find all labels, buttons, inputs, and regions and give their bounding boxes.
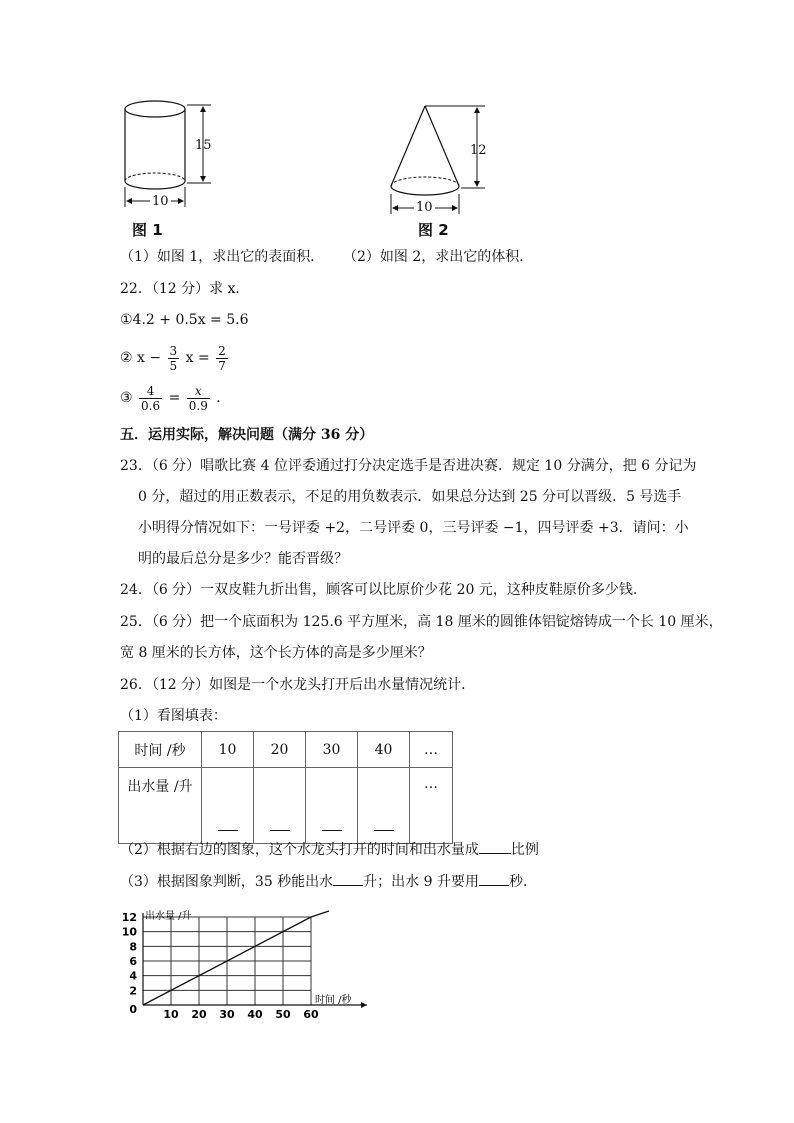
table-cell-ellipsis: … bbox=[410, 732, 453, 768]
eq3-lhs-den: 0.6 bbox=[141, 398, 161, 413]
x-tick-label: 30 bbox=[219, 1008, 235, 1021]
fill-table bbox=[118, 731, 453, 844]
x-tick-label: 10 bbox=[163, 1008, 179, 1021]
y-tick-label: 8 bbox=[129, 940, 137, 954]
q26-sub3 bbox=[120, 872, 537, 892]
cone-height-label: 12 bbox=[470, 143, 487, 158]
q23-line1: 23．（6 分）唱歌比赛 4 位评委通过打分决定选手是否进决赛．规定 10 分满分，把 6 分记为 bbox=[120, 458, 697, 474]
table-cell-10: 10 bbox=[202, 732, 254, 768]
q26-sub2 bbox=[120, 840, 539, 860]
x-axis-arrow bbox=[361, 1002, 367, 1008]
table-answer-blank-3[interactable] bbox=[306, 768, 358, 844]
table-answer-blank-2[interactable] bbox=[254, 768, 306, 844]
q26-title: 26．（12 分）如图是一个水龙头打开后出水量情况统计． bbox=[120, 677, 476, 693]
eq2-rhs-num: 2 bbox=[218, 343, 226, 358]
q26-sub2-text: （2）根据右边的图象，这个水龙头打开的时间和出水量成 bbox=[120, 842, 479, 858]
table-cell-20: 20 bbox=[254, 732, 306, 768]
eq3-rhs-num: x bbox=[187, 384, 210, 399]
eq3-rhs-fraction bbox=[187, 384, 210, 413]
y-tick-label: 4 bbox=[129, 969, 137, 983]
y-tick-label: 0 bbox=[129, 1003, 137, 1016]
figure-2-caption: 图 2 bbox=[418, 221, 449, 239]
y-tick-label: 2 bbox=[129, 984, 137, 998]
table-answer-blank-1[interactable] bbox=[202, 768, 254, 844]
q26-sub2-blank[interactable] bbox=[479, 853, 511, 854]
y-tick-label: 10 bbox=[121, 925, 137, 939]
q22-eq3 bbox=[120, 380, 230, 416]
table-header-time: 时间 /秒 bbox=[119, 732, 202, 768]
x-tick-label: 60 bbox=[303, 1008, 319, 1021]
figure-1-caption: 图 1 bbox=[132, 221, 163, 239]
x-axis-title: 时间 /秒 bbox=[315, 995, 352, 1006]
eq3-lhs-fraction bbox=[139, 384, 162, 413]
eq2-rhs-den: 7 bbox=[218, 358, 226, 373]
y-tick-label: 6 bbox=[129, 955, 137, 968]
q25-line2: 宽 8 厘米的长方体，这个长方体的高是多少厘米？ bbox=[120, 645, 432, 661]
eq2-frac-den: 5 bbox=[169, 358, 178, 373]
eq3-lhs-num: 4 bbox=[139, 384, 162, 399]
q21-part2: （2）如图 2，求出它的体积． bbox=[343, 249, 534, 265]
x-tick-label: 20 bbox=[191, 1008, 207, 1021]
q22-eq2 bbox=[120, 340, 230, 376]
cylinder-height-label: 15 bbox=[195, 138, 212, 153]
figure-cone bbox=[385, 100, 495, 220]
q23-line3: 小明得分情况如下：一号评委 +2，二号评委 0，三号评委 −1，四号评委 +3．请问：小 bbox=[138, 520, 689, 536]
eq2-prefix: ② x − bbox=[120, 350, 162, 366]
x-tick-label: 50 bbox=[275, 1008, 291, 1021]
eq3-equals: = bbox=[168, 390, 181, 406]
q26-sub1: （1）看图填表： bbox=[120, 708, 227, 724]
q21-part1: （1）如图 1，求出它的表面积． bbox=[120, 249, 325, 265]
eq2-rhs-fraction bbox=[216, 344, 228, 373]
q26-sub3-blank-2[interactable] bbox=[479, 885, 509, 886]
water-flow-chart bbox=[115, 905, 375, 1030]
eq3-rhs-den: 0.9 bbox=[188, 398, 208, 413]
q25-line1: 25．（6 分）把一个底面积为 125.6 平方厘米，高 18 厘米的圆锥体铝锭熔铸成一个长 10 厘米， bbox=[120, 614, 723, 630]
eq2-fraction bbox=[168, 344, 180, 373]
table-answer-blank-4[interactable] bbox=[358, 768, 410, 844]
q24-text: 24．（6 分）一双皮鞋九折出售，顾客可以比原价少花 20 元，这种皮鞋原价多少钱． bbox=[120, 582, 647, 598]
y-tick-label: 12 bbox=[121, 911, 137, 924]
q26-sub3-b: 升；出水 9 升要用 bbox=[363, 874, 479, 890]
q26-sub3-a: （3）根据图象判断，35 秒能出水 bbox=[120, 874, 334, 890]
eq3-prefix: ③ bbox=[120, 390, 133, 406]
table-cell-40: 40 bbox=[358, 732, 410, 768]
eq2-frac-num: 3 bbox=[169, 343, 178, 358]
x-tick-label: 40 bbox=[247, 1008, 263, 1021]
eq3-end: ． bbox=[216, 390, 231, 406]
table-row2-ellipsis: … bbox=[410, 768, 453, 844]
q22-eq1: ①4.2 + 0.5x = 5.6 bbox=[120, 312, 249, 328]
table-cell-30: 30 bbox=[306, 732, 358, 768]
q23-line4: 明的最后总分是多少？能否晋级？ bbox=[138, 551, 348, 567]
q26-sub2-end: 比例 bbox=[510, 842, 539, 858]
q26-sub3-blank-1[interactable] bbox=[333, 885, 363, 886]
y-axis-title: 出水量 /升 bbox=[145, 911, 192, 922]
figure-cylinder bbox=[115, 95, 235, 215]
cylinder-diameter-label: 10 bbox=[152, 194, 169, 209]
table-header-water: 出水量 /升 bbox=[119, 768, 202, 844]
q26-sub3-c: 秒． bbox=[508, 874, 537, 890]
q23-line2: 0 分，超过的用正数表示，不足的用负数表示．如果总分达到 25 分可以晋级．5 号选手 bbox=[138, 489, 682, 505]
section5-title: 五．运用实际，解决问题（满分 36 分） bbox=[120, 427, 374, 443]
cone-diameter-label: 10 bbox=[416, 200, 433, 215]
q22-title: 22．（12 分）求 x． bbox=[120, 281, 250, 297]
data-series-extension bbox=[311, 911, 329, 917]
eq2-mid: x = bbox=[185, 350, 210, 366]
